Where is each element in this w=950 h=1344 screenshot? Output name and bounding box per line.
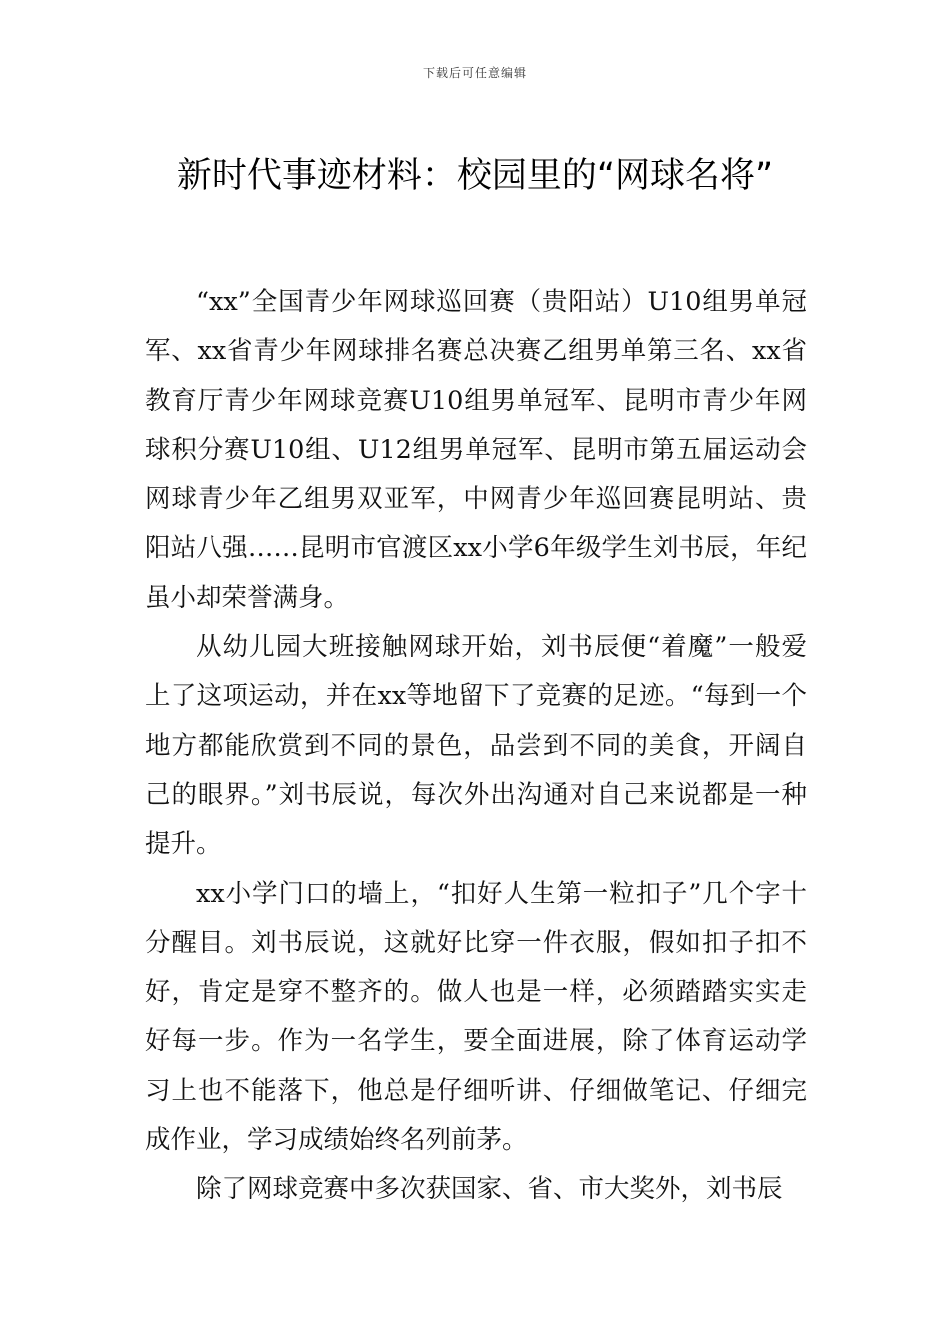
paragraph-2: 从幼儿园大班接触网球开始，刘书辰便“着魔”一般爱上了这项运动，并在xx等地留下了竞赛的足迹。“每到一个地方都能欣赏到不同的景色，品尝到不同的美食，开阔自己的眼界。”刘书辰说，每次外出沟通对自己来说都是一种提升。 bbox=[145, 632, 807, 860]
paragraph-4: 除了网球竞赛中多次获国家、省、市大奖外，刘书辰 bbox=[196, 1174, 783, 1205]
document-title: 新时代事迹材料：校园里的“网球名将” bbox=[176, 156, 774, 196]
paragraph-1: “xx”全国青少年网球巡回赛（贵阳站）U10组男单冠军、xx省青少年网球排名赛总决赛乙组男单第三名、xx省教育厅青少年网球竞赛U10组男单冠军、昆明市青少年网球积分赛U10组、U12组男单冠军、昆明市第五届运动会网球青少年乙组男双亚军，中网青少年巡回赛昆明站、贵阳站八强……昆明市官渡区xx小学6年级学生刘书辰，年纪虽小却荣誉满身。 bbox=[145, 287, 807, 613]
header-note: 下载后可任意编辑 bbox=[422, 66, 527, 80]
paragraph-3: xx小学门口的墙上，“扣好人生第一粒扣子”几个字十分醒目。刘书辰说，这就好比穿一件衣服，假如扣子扣不好，肯定是穿不整齐的。做人也是一样，必须踏踏实实走好每一步。作为一名学生，要全面进展，除了体育运动学习上也不能落下，他总是仔细听讲、仔细做笔记、仔细完成作业，学习成绩始终名列前茅。 bbox=[145, 878, 807, 1156]
document-body bbox=[145, 278, 807, 1215]
